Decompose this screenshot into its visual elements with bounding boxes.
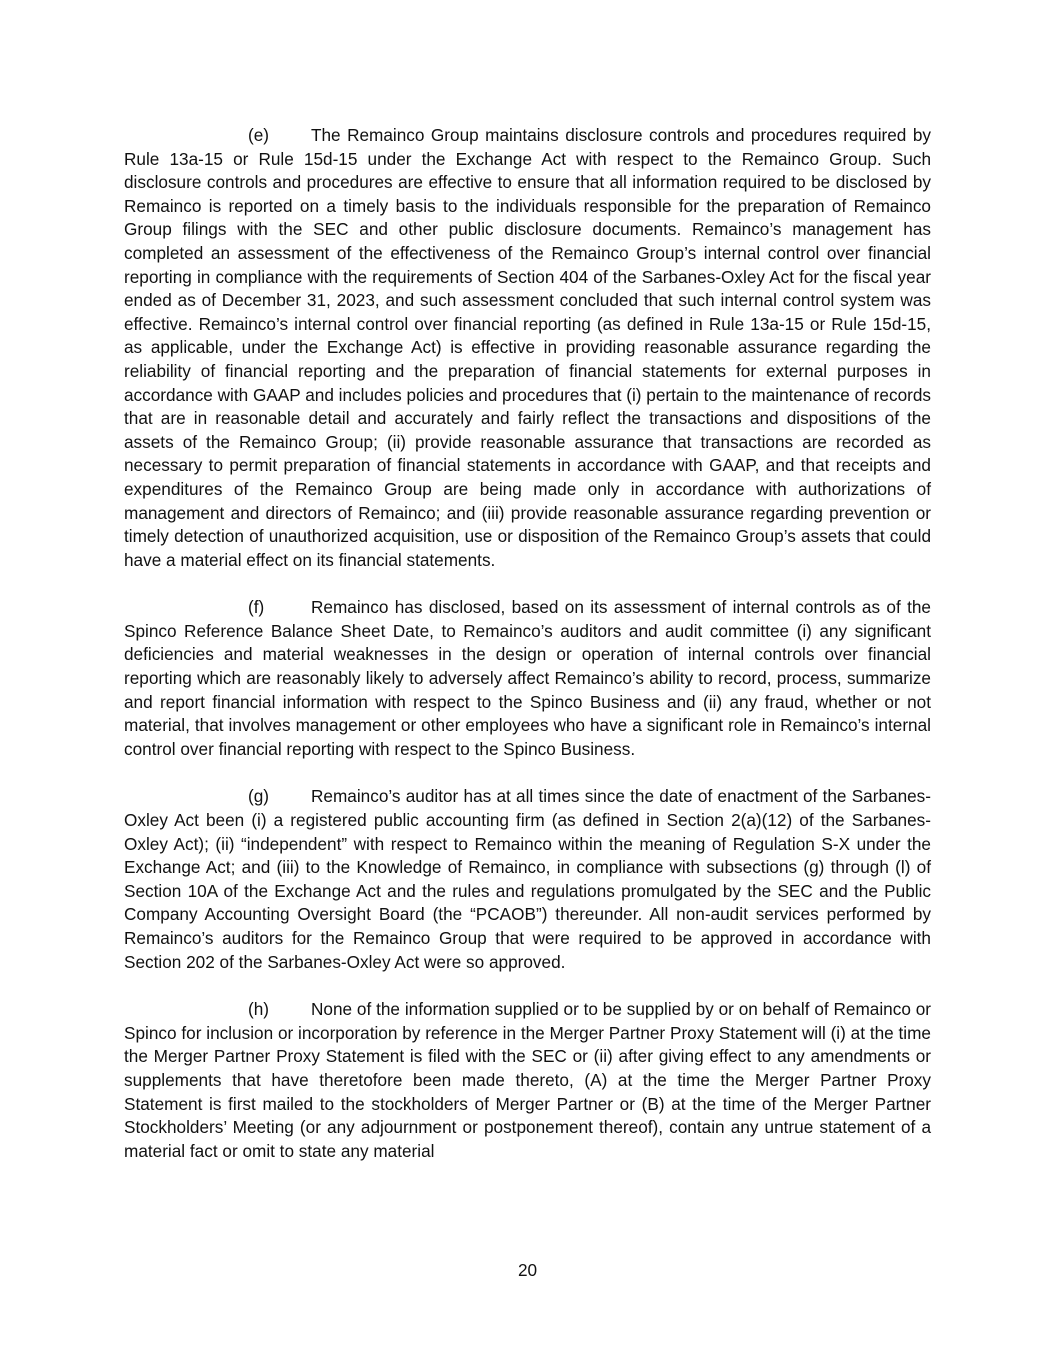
page-number: 20	[517, 1260, 538, 1280]
paragraph-label: (h)	[248, 999, 270, 1020]
paragraph-text: Remainco has disclosed, based on its assessment of internal controls as of the Spinco Reference Balance Sheet Date, to Remainco’s auditors and audit committee (i) any significant deficiencies and material weaknesses in the design or operation of internal controls over financial reporting which are reasonably likely to adversely affect Remainco’s ability to record, process, summarize and report financial information with respect to the Spinco Business and (ii) any fraud, whether or not material, that involves management or other employees who have a significant role in Remainco’s internal control over financial reporting with respect to the Spinco Business.	[124, 597, 931, 759]
paragraph-label: (g)	[248, 786, 270, 807]
paragraph-label: (e)	[248, 125, 270, 145]
paragraph-label: (f)	[248, 597, 265, 618]
paragraph-text: None of the information supplied or to be supplied by or on behalf of Remainco or Spinco for inclusion or incorporation by reference in the Merger Partner Proxy Statement will (i) at the time the Merger Partner Proxy Statement is filed with the SEC or (ii) after giving effect to any amendments or supplements that have theretofore been made thereto, (A) at the time the Merger Partner Proxy Statement is first mailed to the stockholders of Merger Partner or (B) at the time of the Merger Partner Stockholders’ Meeting (or any adjournment or postponement thereof), contain any untrue statement of a material fact or omit to state any material	[124, 999, 931, 1161]
paragraph-h	[124, 998, 931, 1163]
paragraph-g	[124, 785, 931, 974]
paragraph-f	[124, 596, 931, 761]
paragraph-text: Remainco’s auditor has at all times since the date of enactment of the Sarbanes-Oxley Act been (i) a registered public accounting firm (as defined in Section 2(a)(12) of the Sarbanes-Oxley Act); (ii) “independent” with respect to Remainco within the meaning of Regulation S-X under the Exchange Act; and (iii) to the Knowledge of Remainco, in compliance with subsections (g) through (l) of Section 10A of the Exchange Act and the rules and regulations promulgated by the SEC and the Public Company Accounting Oversight Board (the “PCAOB”) thereunder. All non-audit services performed by Remainco’s auditors for the Remainco Group that were required to be approved in accordance with Section 202 of the Sarbanes-Oxley Act were so approved.	[124, 786, 931, 972]
paragraph-e	[124, 124, 931, 572]
paragraph-text: The Remainco Group maintains disclosure controls and procedures required by Rule 13a-15 or Rule 15d-15 under the Exchange Act with respect to the Remainco Group. Such disclosure controls and procedures are effective to ensure that all information required to be disclosed by Remainco is reported on a timely basis to the individuals responsible for the preparation of Remainco Group filings with the SEC and other public disclosure documents. Remainco’s management has completed an assessment of the effectiveness of the Remainco Group’s internal control over financial reporting in compliance with the requirements of Section 404 of the Sarbanes-Oxley Act for the fiscal year ended as of December 31, 2023, and such assessment concluded that such internal control system was effective. Remainco’s internal control over financial reporting (as defined in Rule 13a-15 or Rule 15d-15, as applicable, under the Exchange Act) is effective in providing reasonable assurance regarding the reliability of financial reporting and the preparation of financial statements for external purposes in accordance with GAAP and includes policies and procedures that (i) pertain to the maintenance of records that are in reasonable detail and accurately and fairly reflect the transactions and dispositions of the assets of the Remainco Group; (ii) provide reasonable assurance that transactions are recorded as necessary to permit preparation of financial statements in accordance with GAAP, and that receipts and expenditures of the Remainco Group are being made only in accordance with authorizations of management and directors of Remainco; and (iii) provide reasonable assurance regarding prevention or timely detection of unauthorized acquisition, use or disposition of the Remainco Group’s assets that could have a material effect on its financial statements.	[124, 125, 931, 570]
document-page	[124, 124, 931, 1187]
